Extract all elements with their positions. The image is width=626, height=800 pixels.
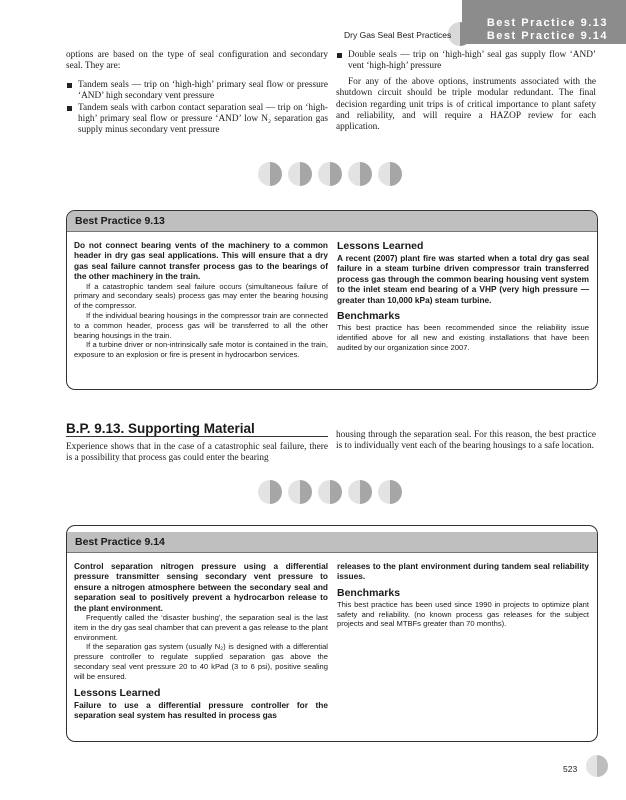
header-tab-line1: Best Practice 9.13	[486, 17, 608, 29]
benchmarks-heading: Benchmarks	[337, 310, 401, 323]
best-practice-913-box	[66, 210, 598, 390]
half-circle-icon	[288, 162, 312, 186]
box-title: Best Practice 9.13	[67, 211, 597, 232]
benchmarks-heading: Benchmarks	[337, 586, 401, 599]
page-number: 523	[563, 764, 578, 774]
bullet-item: Tandem seals — trip on ‘high-high’ primary seal flow or pressure ‘AND’ high secondary vent pressure	[66, 80, 328, 103]
lessons-heading: Lessons Learned	[74, 686, 161, 699]
intro-paragraph: options are based on the type of seal configuration and secondary seal. They are:	[66, 50, 328, 72]
bp913-left-column	[74, 240, 328, 360]
benchmarks-text: This best practice has been recommended since the reliability issue identified above for all new and existing installations that have been audited by our organization since 2007.	[337, 323, 589, 352]
support-paragraph: housing through the separation seal. For this reason, the best practice is to individually vent each of the bearing housings to a safe location.	[336, 430, 596, 452]
half-circle-icon	[448, 22, 472, 46]
bp913-para: If a turbine driver or non-intrinsically safe motor is contained in the train, exposure to an explosion or fire is present in hydrocarbon services.	[74, 340, 328, 360]
bp914-para: If the separation gas system (usually N₂) is designed with a differential pressure controller to regulate supplied separation gas above the secondary seal vent pressure 20 to 40 kPad (3 to 6 psi), positive sealing will be ensured.	[74, 642, 328, 681]
intro-left-column	[66, 50, 328, 137]
support-paragraph: Experience shows that in the case of a catastrophic seal failure, there is a possibility that process gas could enter the bearing	[66, 442, 328, 464]
support-right-column	[336, 430, 596, 453]
bp914-lead: Control separation nitrogen pressure using a differential pressure transmitter sensing secondary vent pressure to ensure a nitrogen atmosphere between the secondary seal and separation seal to positively prevent a hydrocarbon release to the plant environment.	[74, 561, 328, 613]
bp913-right-column	[337, 240, 589, 352]
benchmarks-text: This best practice has been used since 1990 in projects to optimize plant safety and reliability. (no known process gas releases for the subject projects and seal MTBFs greater than 70 months).	[337, 599, 589, 629]
half-circle-icon	[586, 755, 608, 777]
lessons-text: Failure to use a differential pressure controller for the separation seal system has resulted in process gas	[74, 699, 328, 721]
half-circle-icon	[318, 162, 342, 186]
header-tab	[462, 0, 626, 44]
header-tab-line2: Best Practice 9.14	[486, 30, 608, 42]
intro-right-column	[336, 50, 596, 134]
decorative-dots	[258, 480, 402, 504]
half-circle-icon	[258, 162, 282, 186]
bullet-item: Double seals — trip on ‘high-high’ seal gas supply flow ‘AND’ vent ‘high-high’ pressure	[336, 50, 596, 73]
box-title: Best Practice 9.14	[67, 532, 597, 553]
bp913-para: If a catastrophic tandem seal failure occurs (simultaneous failure of primary and secondary seals) process gas may enter the bearing housing of the compressor.	[74, 281, 328, 311]
bp913-para: If the individual bearing housings in the compressor train are connected to a common header, process gas will be transferred to all the other bearing housings in the train.	[74, 311, 328, 340]
section-divider	[66, 436, 328, 437]
best-practice-914-box	[66, 525, 598, 742]
support-left-column	[66, 442, 328, 465]
decorative-dots	[258, 162, 402, 186]
half-circle-icon	[318, 480, 342, 504]
half-circle-icon	[348, 162, 372, 186]
intro-right-paragraph: For any of the above options, instruments associated with the shutdown circuit should be triple modular redundant. The final decision regarding unit trips is of critical importance to plant safety and reliability, and will require a HAZOP review for each application.	[336, 76, 596, 133]
half-circle-icon	[348, 480, 372, 504]
lessons-text-continued: releases to the plant environment during tandem seal reliability issues.	[337, 561, 589, 582]
bp913-lead: Do not connect bearing vents of the machinery to a common header in dry gas seal applications. This will ensure that a dry gas seal failure cannot transfer process gas to the bearings of the other machinery in the train.	[74, 240, 328, 282]
section-title: B.P. 9.13. Supporting Material	[66, 421, 255, 436]
bullet-item: Tandem seals with carbon contact separation seal — trip on ‘high-high’ primary seal flow or pressure ‘AND’ low N₂ separation gas supply minus secondary vent pressure	[66, 103, 328, 137]
half-circle-icon	[258, 480, 282, 504]
half-circle-icon	[288, 480, 312, 504]
running-title: Dry Gas Seal Best Practices	[344, 30, 452, 40]
bp914-right-column	[337, 561, 589, 629]
half-circle-icon	[378, 162, 402, 186]
lessons-heading: Lessons Learned	[337, 240, 424, 252]
lessons-text: A recent (2007) plant fire was started when a total dry gas seal failure in a steam turbine driven compressor train transferred process gas through the common bearing housing vent system to the inlet steam end bearing of a VHP (very high pressure — greater than 10,000 kPa) steam turbine.	[337, 253, 589, 305]
bp914-left-column	[74, 561, 328, 720]
half-circle-icon	[378, 480, 402, 504]
bp914-para: Frequently called the ‘disaster bushing’, the separation seal is the last item in the dry gas seal chamber that can prevent a gas release to the plant environment.	[74, 613, 328, 642]
